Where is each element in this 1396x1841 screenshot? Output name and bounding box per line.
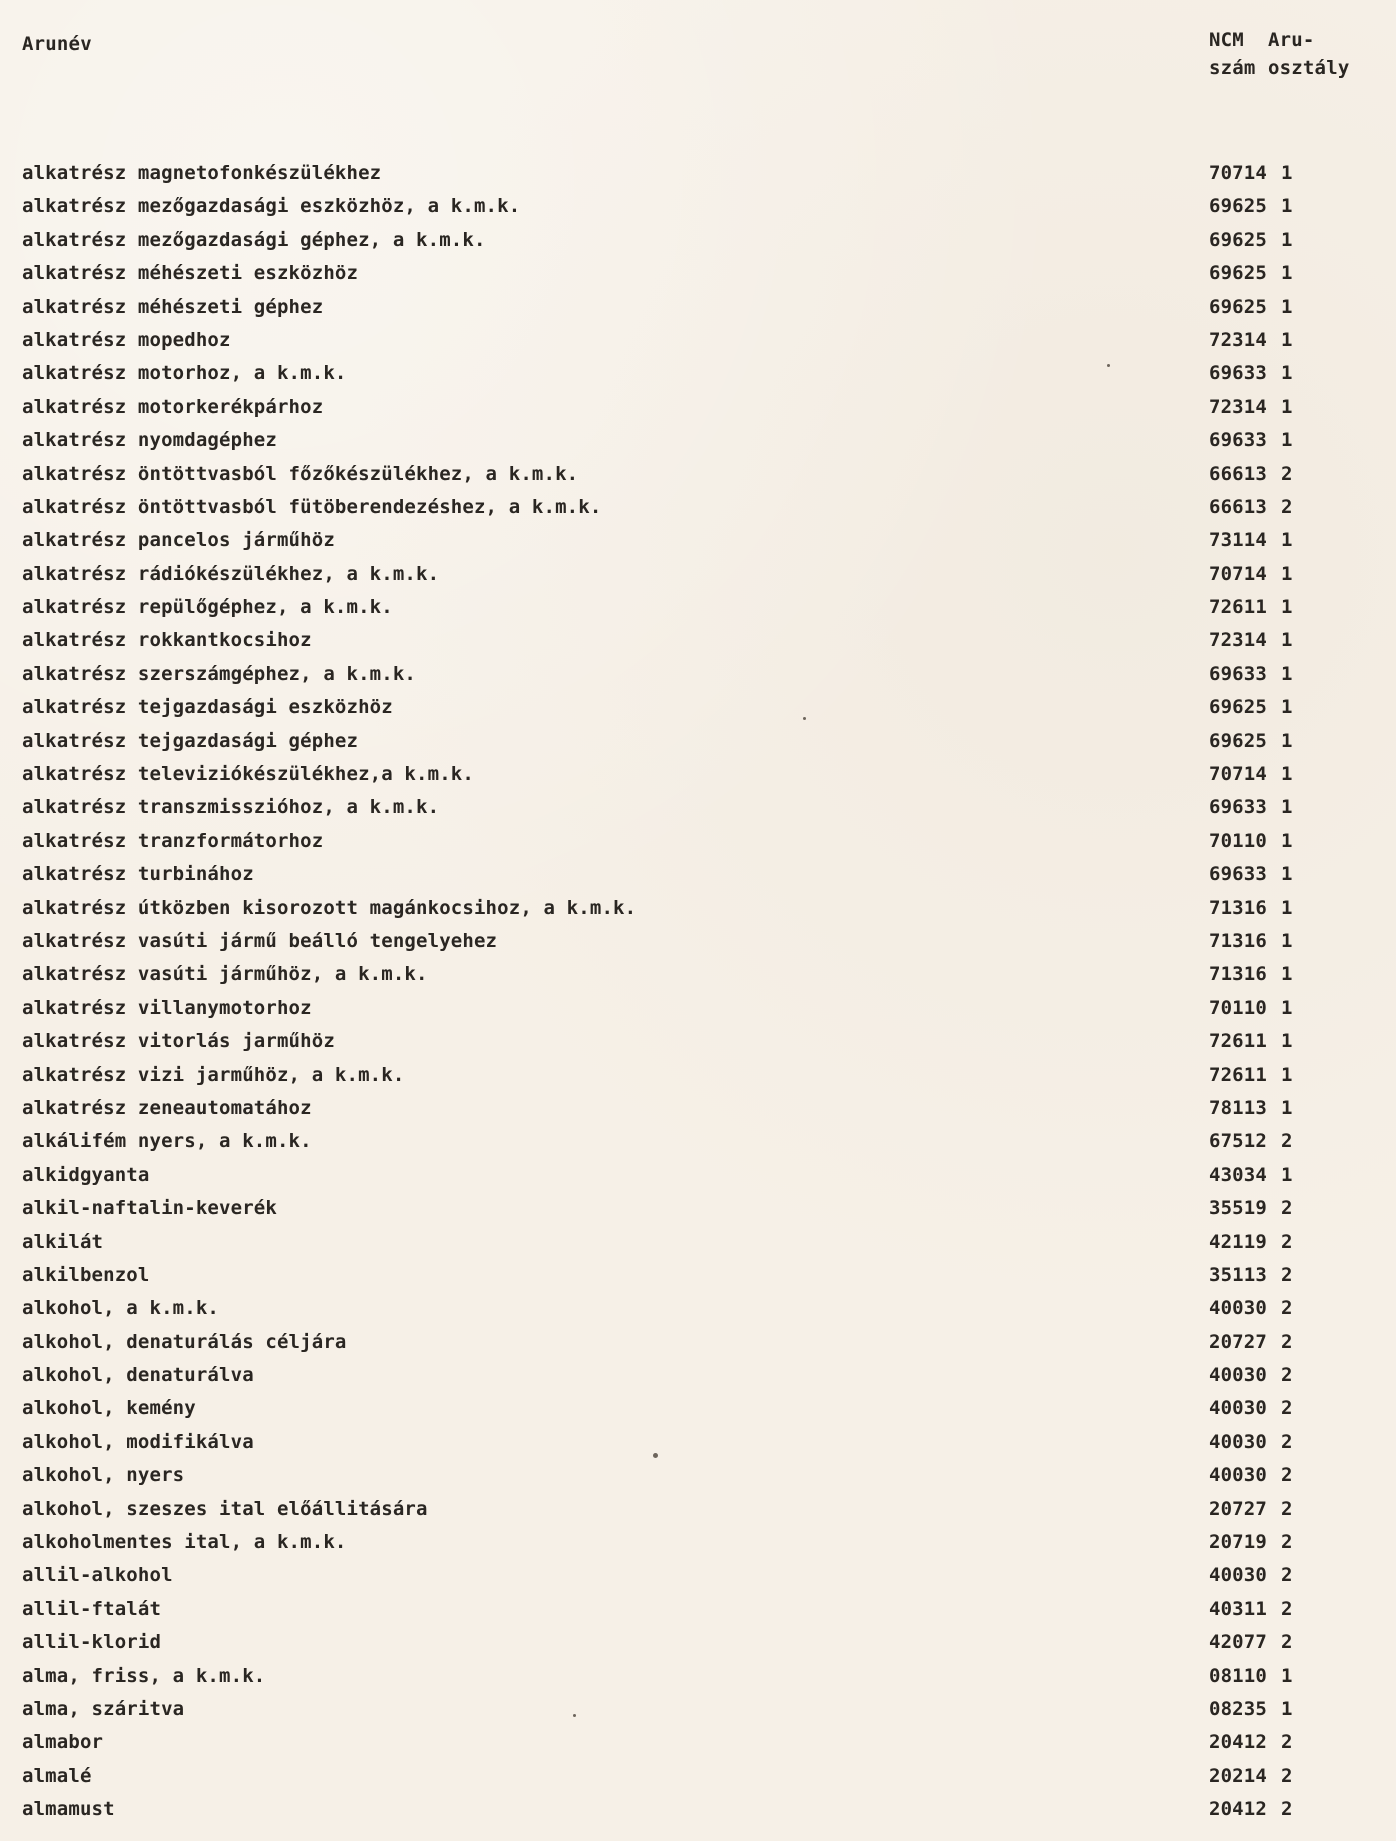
item-ncm-code: 78113 [1209,1096,1267,1119]
item-name: alma, száritva [22,1697,185,1720]
item-name: almabor [22,1731,104,1754]
list-item [0,726,1396,759]
item-name: alkidgyanta [22,1163,150,1186]
list-item [0,1160,1396,1193]
paper-speck [573,1714,576,1717]
list-item [0,191,1396,224]
item-name: alkatrész méhészeti eszközhöz [22,262,359,285]
item-class: 1 [1281,328,1293,351]
item-ncm-code: 08235 [1209,1697,1267,1720]
list-item [0,625,1396,658]
item-name: alkatrész transzmisszióhoz, a k.m.k. [22,796,440,819]
item-ncm-code: 72611 [1209,1063,1267,1086]
list-item [0,1360,1396,1393]
item-ncm-code: 69625 [1209,195,1267,218]
item-class: 1 [1281,1163,1293,1186]
list-item [0,325,1396,358]
item-name: allil-alkohol [22,1564,173,1587]
item-class: 1 [1281,1664,1293,1687]
item-ncm-code: 40030 [1209,1430,1267,1453]
item-name: allil-ftalát [22,1597,162,1620]
list-item [0,1227,1396,1260]
item-class: 1 [1281,295,1293,318]
item-ncm-code: 40030 [1209,1397,1267,1420]
item-name: alkatrész méhészeti géphez [22,295,324,318]
item-name: almalé [22,1764,92,1787]
item-class: 1 [1281,629,1293,652]
item-name: alkatrész mezőgazdasági eszközhöz, a k.m.k. [22,195,521,218]
list-item [0,1494,1396,1527]
list-item [0,492,1396,525]
item-name: alkatrész vizi jarműhöz, a k.m.k. [22,1063,405,1086]
paper-speck [803,717,806,720]
item-ncm-code: 40030 [1209,1564,1267,1587]
item-class: 1 [1281,1030,1293,1053]
item-class: 1 [1281,195,1293,218]
item-ncm-code: 69633 [1209,362,1267,385]
list-item [0,358,1396,391]
item-name: alma, friss, a k.m.k. [22,1664,266,1687]
item-name: alkohol, modifikálva [22,1430,254,1453]
item-ncm-code: 70110 [1209,996,1267,1019]
item-name: almamust [22,1798,115,1821]
list-item [0,792,1396,825]
list-item [0,926,1396,959]
item-class: 1 [1281,362,1293,385]
list-item [0,759,1396,792]
item-class: 1 [1281,562,1293,585]
item-ncm-code: 42077 [1209,1631,1267,1654]
item-ncm-code: 43034 [1209,1163,1267,1186]
item-ncm-code: 72314 [1209,629,1267,652]
list-item [0,893,1396,926]
item-class: 2 [1281,1197,1293,1220]
item-class: 1 [1281,896,1293,919]
item-ncm-code: 69625 [1209,228,1267,251]
item-name: alkatrész rádiókészülékhez, a k.m.k. [22,562,440,585]
item-class: 2 [1281,1130,1293,1153]
item-class: 2 [1281,1531,1293,1554]
item-class: 2 [1281,1397,1293,1420]
item-name: alkatrész vitorlás jarműhöz [22,1030,335,1053]
item-ncm-code: 70714 [1209,162,1267,184]
list-item [0,158,1396,191]
item-name: alkatrész öntöttvasból főzőkészülékhez, a k.m.k. [22,462,579,485]
item-name: alkohol, szeszes ital előállitására [22,1497,428,1520]
list-item [0,1661,1396,1694]
list-item [0,292,1396,325]
list-item [0,392,1396,425]
item-ncm-code: 40311 [1209,1597,1267,1620]
item-class: 2 [1281,1263,1293,1286]
item-class: 2 [1281,1764,1293,1787]
list-item [0,225,1396,258]
item-class: 1 [1281,829,1293,852]
item-name: alkatrész rokkantkocsihoz [22,629,312,652]
item-name: alkatrész repülőgéphez, a k.m.k. [22,596,393,619]
item-ncm-code: 71316 [1209,963,1267,986]
item-name: alkohol, denaturálva [22,1364,254,1387]
item-class: 1 [1281,228,1293,251]
item-ncm-code: 69625 [1209,262,1267,285]
column-header-name: Arunév [22,33,92,55]
item-ncm-code: 69633 [1209,796,1267,819]
item-ncm-code: 66613 [1209,495,1267,518]
column-header-ncm-line2: szám [1209,57,1256,79]
list-item [0,1560,1396,1593]
list-item [0,1126,1396,1159]
item-ncm-code: 70714 [1209,562,1267,585]
list-item [0,859,1396,892]
item-name: alkatrész útközben kisorozott magánkocsihoz, a k.m.k. [22,896,637,919]
item-class: 2 [1281,1430,1293,1453]
list-item [0,1293,1396,1326]
list-item [0,1794,1396,1827]
item-name: alkoholmentes ital, a k.m.k. [22,1531,347,1554]
item-class: 1 [1281,596,1293,619]
list-item [0,1393,1396,1426]
item-class: 1 [1281,262,1293,285]
item-class: 2 [1281,1631,1293,1654]
item-name: alkatrész televiziókészülékhez,a k.m.k. [22,763,474,786]
column-header-class [1268,26,1349,82]
column-header-class-line2: osztály [1268,57,1350,79]
item-ncm-code: 72611 [1209,596,1267,619]
list-item [0,425,1396,458]
item-ncm-code: 69633 [1209,429,1267,452]
item-class: 2 [1281,1364,1293,1387]
item-list [0,158,1396,1828]
item-class: 1 [1281,796,1293,819]
item-name: alkatrész magnetofonkészülékhez [22,162,382,184]
item-class: 1 [1281,996,1293,1019]
list-item [0,1093,1396,1126]
item-ncm-code: 71316 [1209,896,1267,919]
item-class: 2 [1281,495,1293,518]
list-item [0,1594,1396,1627]
item-ncm-code: 20214 [1209,1764,1267,1787]
item-name: alkatrész nyomdagéphez [22,429,277,452]
item-class: 1 [1281,662,1293,685]
item-class: 2 [1281,1330,1293,1353]
item-ncm-code: 69633 [1209,863,1267,886]
list-item [0,559,1396,592]
item-class: 1 [1281,429,1293,452]
list-item [0,659,1396,692]
column-header-class-line1: Aru- [1268,29,1315,51]
item-ncm-code: 71316 [1209,929,1267,952]
list-item [0,826,1396,859]
item-class: 2 [1281,1464,1293,1487]
item-name: alkatrész vasúti jármű beálló tengelyehez [22,929,498,952]
item-name: alkatrész tejgazdasági eszközhöz [22,696,393,719]
item-name: alkohol, denaturálás céljára [22,1330,347,1353]
item-class: 2 [1281,1798,1293,1821]
column-header-ncm-line1: NCM [1209,29,1244,51]
item-name: alkohol, nyers [22,1464,185,1487]
item-class: 2 [1281,1564,1293,1587]
item-class: 2 [1281,1497,1293,1520]
item-name: allil-klorid [22,1631,162,1654]
item-name: alkatrész turbinához [22,863,254,886]
item-ncm-code: 70714 [1209,763,1267,786]
item-name: alkatrész tranzformátorhoz [22,829,324,852]
item-name: alkatrész zeneautomatához [22,1096,312,1119]
item-ncm-code: 20719 [1209,1531,1267,1554]
list-item [0,993,1396,1026]
item-name: alkatrész tejgazdasági géphez [22,729,359,752]
item-name: alkil-naftalin-keverék [22,1197,277,1220]
column-header-ncm [1209,26,1256,82]
item-ncm-code: 40030 [1209,1297,1267,1320]
item-name: alkatrész motorkerékpárhoz [22,395,324,418]
list-item [0,1727,1396,1760]
item-class: 2 [1281,1230,1293,1253]
item-name: alkohol, kemény [22,1397,196,1420]
list-item [0,459,1396,492]
item-name: alkatrész mopedhoz [22,328,231,351]
list-item [0,692,1396,725]
item-class: 1 [1281,1697,1293,1720]
list-item [0,1427,1396,1460]
item-ncm-code: 73114 [1209,529,1267,552]
item-class: 1 [1281,763,1293,786]
item-ncm-code: 72611 [1209,1030,1267,1053]
item-ncm-code: 35519 [1209,1197,1267,1220]
paper-speck [653,1453,658,1458]
list-item [0,1627,1396,1660]
item-name: alkatrész vasúti járműhöz, a k.m.k. [22,963,428,986]
item-ncm-code: 69625 [1209,729,1267,752]
list-item [0,1327,1396,1360]
item-name: alkatrész szerszámgéphez, a k.m.k. [22,662,417,685]
item-class: 1 [1281,696,1293,719]
list-item [0,592,1396,625]
item-class: 1 [1281,929,1293,952]
item-ncm-code: 20727 [1209,1497,1267,1520]
item-ncm-code: 35113 [1209,1263,1267,1286]
item-ncm-code: 69625 [1209,696,1267,719]
item-name: alkohol, a k.m.k. [22,1297,220,1320]
list-item [0,1761,1396,1794]
list-item [0,1527,1396,1560]
item-name: alkilbenzol [22,1263,150,1286]
item-name: alkilát [22,1230,104,1253]
item-class: 1 [1281,529,1293,552]
item-name: alkatrész pancelos járműhöz [22,529,335,552]
item-name: alkatrész öntöttvasból fütöberendezéshez, a k.m.k. [22,495,602,518]
item-ncm-code: 72314 [1209,328,1267,351]
item-ncm-code: 70110 [1209,829,1267,852]
list-item [0,1193,1396,1226]
item-class: 1 [1281,395,1293,418]
item-ncm-code: 40030 [1209,1464,1267,1487]
item-ncm-code: 20412 [1209,1731,1267,1754]
list-item [0,1260,1396,1293]
item-class: 1 [1281,963,1293,986]
list-item [0,525,1396,558]
item-ncm-code: 72314 [1209,395,1267,418]
item-class: 2 [1281,1731,1293,1754]
list-item [0,1460,1396,1493]
item-class: 2 [1281,462,1293,485]
list-item [0,258,1396,291]
item-name: alkálifém nyers, a k.m.k. [22,1130,312,1153]
item-ncm-code: 08110 [1209,1664,1267,1687]
paper-speck [1107,364,1110,367]
list-item [0,1694,1396,1727]
item-ncm-code: 42119 [1209,1230,1267,1253]
item-class: 1 [1281,1096,1293,1119]
item-ncm-code: 40030 [1209,1364,1267,1387]
item-class: 2 [1281,1297,1293,1320]
list-item [0,959,1396,992]
item-class: 1 [1281,729,1293,752]
item-class: 1 [1281,162,1293,184]
item-name: alkatrész villanymotorhoz [22,996,312,1019]
list-item [0,1026,1396,1059]
item-ncm-code: 69625 [1209,295,1267,318]
item-class: 2 [1281,1597,1293,1620]
item-class: 1 [1281,1063,1293,1086]
item-class: 1 [1281,863,1293,886]
item-name: alkatrész motorhoz, a k.m.k. [22,362,347,385]
list-item [0,1060,1396,1093]
item-ncm-code: 66613 [1209,462,1267,485]
item-ncm-code: 69633 [1209,662,1267,685]
item-ncm-code: 20727 [1209,1330,1267,1353]
item-ncm-code: 67512 [1209,1130,1267,1153]
item-ncm-code: 20412 [1209,1798,1267,1821]
item-name: alkatrész mezőgazdasági géphez, a k.m.k. [22,228,486,251]
